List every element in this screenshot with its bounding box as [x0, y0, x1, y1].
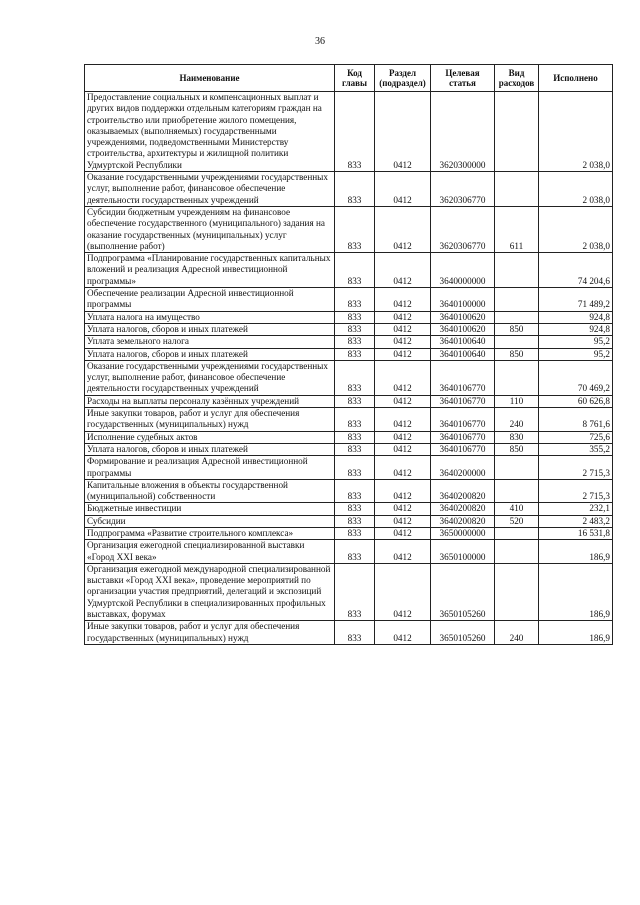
cell-section: 0412	[375, 540, 431, 564]
cell-section: 0412	[375, 503, 431, 515]
cell-target-article: 3640200820	[431, 479, 495, 503]
cell-expense-type	[495, 311, 539, 323]
cell-executed: 71 489,2	[539, 288, 613, 312]
cell-section: 0412	[375, 288, 431, 312]
cell-executed: 70 469,2	[539, 360, 613, 395]
cell-expense-type: 830	[495, 431, 539, 443]
cell-name: Предоставление социальных и компенсационных выплат и других видов поддержки отдельным категориям граждан на строительство или приобретение жилого помещения, оказываемых (выполняемых) государственными учреждениями, подведомственными Министерству строительства, архитектуры и жилищной политики Удмуртской Республики	[85, 92, 335, 172]
cell-chapter-code: 833	[335, 503, 375, 515]
table-row	[85, 408, 613, 432]
cell-chapter-code: 833	[335, 253, 375, 288]
cell-executed: 924,8	[539, 311, 613, 323]
table-row	[85, 479, 613, 503]
cell-section: 0412	[375, 395, 431, 407]
cell-name: Уплата налога на имущество	[85, 311, 335, 323]
cell-section: 0412	[375, 515, 431, 527]
cell-target-article: 3640100640	[431, 348, 495, 360]
table-row	[85, 540, 613, 564]
cell-name: Подпрограмма «Планирование государственных капитальных вложений и реализация Адресной инвестиционной программы»	[85, 253, 335, 288]
cell-name: Расходы на выплаты персоналу казённых учреждений	[85, 395, 335, 407]
cell-name: Субсидии	[85, 515, 335, 527]
cell-name: Подпрограмма «Развитие строительного комплекса»	[85, 527, 335, 539]
cell-executed: 924,8	[539, 323, 613, 335]
cell-executed: 8 761,6	[539, 408, 613, 432]
cell-executed: 2 038,0	[539, 92, 613, 172]
cell-chapter-code: 833	[335, 431, 375, 443]
cell-chapter-code: 833	[335, 443, 375, 455]
header-chapter-code: Код главы	[335, 65, 375, 92]
cell-name: Уплата земельного налога	[85, 336, 335, 348]
table-row	[85, 527, 613, 539]
cell-expense-type: 240	[495, 621, 539, 645]
cell-executed: 95,2	[539, 348, 613, 360]
cell-section: 0412	[375, 92, 431, 172]
cell-name: Уплата налогов, сборов и иных платежей	[85, 323, 335, 335]
cell-chapter-code: 833	[335, 479, 375, 503]
cell-name: Иные закупки товаров, работ и услуг для обеспечения государственных (муниципальных) нужд	[85, 621, 335, 645]
cell-name: Оказание государственными учреждениями государственных услуг, выполнение работ, финансовое обеспечение деятельности государственных учреждений	[85, 360, 335, 395]
table-row	[85, 348, 613, 360]
table-row	[85, 431, 613, 443]
cell-executed: 95,2	[539, 336, 613, 348]
cell-expense-type	[495, 172, 539, 207]
cell-target-article: 3640100640	[431, 336, 495, 348]
cell-section: 0412	[375, 563, 431, 620]
cell-target-article: 3640106770	[431, 443, 495, 455]
table-row	[85, 360, 613, 395]
cell-expense-type	[495, 253, 539, 288]
cell-expense-type	[495, 456, 539, 480]
cell-section: 0412	[375, 172, 431, 207]
cell-executed: 186,9	[539, 540, 613, 564]
cell-section: 0412	[375, 323, 431, 335]
cell-name: Обеспечение реализации Адресной инвестиционной программы	[85, 288, 335, 312]
cell-chapter-code: 833	[335, 311, 375, 323]
cell-chapter-code: 833	[335, 395, 375, 407]
cell-section: 0412	[375, 456, 431, 480]
table-row	[85, 503, 613, 515]
cell-chapter-code: 833	[335, 336, 375, 348]
cell-chapter-code: 833	[335, 288, 375, 312]
cell-chapter-code: 833	[335, 540, 375, 564]
cell-target-article: 3640106770	[431, 431, 495, 443]
cell-name: Субсидии бюджетным учреждениям на финансовое обеспечение государственного (муниципального) задания на оказание государственных (муниципальных) услуг (выполнение работ)	[85, 206, 335, 252]
header-section: Раздел (подраздел)	[375, 65, 431, 92]
cell-name: Формирование и реализация Адресной инвестиционной программы	[85, 456, 335, 480]
cell-target-article: 3640100620	[431, 323, 495, 335]
cell-executed: 2 483,2	[539, 515, 613, 527]
cell-executed: 725,6	[539, 431, 613, 443]
cell-section: 0412	[375, 360, 431, 395]
cell-target-article: 3620306770	[431, 172, 495, 207]
cell-chapter-code: 833	[335, 92, 375, 172]
cell-expense-type: 240	[495, 408, 539, 432]
cell-target-article: 3650105260	[431, 563, 495, 620]
cell-name: Иные закупки товаров, работ и услуг для обеспечения государственных (муниципальных) нужд	[85, 408, 335, 432]
cell-section: 0412	[375, 206, 431, 252]
cell-chapter-code: 833	[335, 172, 375, 207]
table-row	[85, 288, 613, 312]
cell-chapter-code: 833	[335, 360, 375, 395]
budget-table	[84, 64, 613, 645]
cell-section: 0412	[375, 336, 431, 348]
table-row	[85, 443, 613, 455]
cell-target-article: 3640200820	[431, 503, 495, 515]
cell-target-article: 3650000000	[431, 527, 495, 539]
cell-target-article: 3640000000	[431, 253, 495, 288]
cell-executed: 355,2	[539, 443, 613, 455]
cell-section: 0412	[375, 479, 431, 503]
table-row	[85, 336, 613, 348]
cell-section: 0412	[375, 443, 431, 455]
header-name: Наименование	[85, 65, 335, 92]
cell-expense-type	[495, 288, 539, 312]
table-row	[85, 456, 613, 480]
table-row	[85, 395, 613, 407]
cell-expense-type	[495, 92, 539, 172]
cell-name: Уплата налогов, сборов и иных платежей	[85, 348, 335, 360]
cell-chapter-code: 833	[335, 348, 375, 360]
cell-expense-type	[495, 336, 539, 348]
cell-expense-type: 110	[495, 395, 539, 407]
cell-expense-type	[495, 540, 539, 564]
cell-section: 0412	[375, 431, 431, 443]
table-row	[85, 172, 613, 207]
cell-target-article: 3640106770	[431, 395, 495, 407]
cell-executed: 2 038,0	[539, 172, 613, 207]
cell-section: 0412	[375, 348, 431, 360]
table-row	[85, 92, 613, 172]
cell-section: 0412	[375, 311, 431, 323]
cell-chapter-code: 833	[335, 456, 375, 480]
cell-expense-type: 850	[495, 443, 539, 455]
cell-chapter-code: 833	[335, 563, 375, 620]
cell-executed: 186,9	[539, 621, 613, 645]
header-target-article: Целевая статья	[431, 65, 495, 92]
cell-expense-type	[495, 563, 539, 620]
cell-executed: 232,1	[539, 503, 613, 515]
cell-expense-type: 611	[495, 206, 539, 252]
cell-chapter-code: 833	[335, 408, 375, 432]
table-row	[85, 253, 613, 288]
cell-chapter-code: 833	[335, 515, 375, 527]
cell-executed: 2 715,3	[539, 456, 613, 480]
table-body	[85, 92, 613, 645]
cell-expense-type: 850	[495, 348, 539, 360]
cell-target-article: 3640200820	[431, 515, 495, 527]
cell-executed: 2 715,3	[539, 479, 613, 503]
cell-section: 0412	[375, 527, 431, 539]
cell-chapter-code: 833	[335, 621, 375, 645]
cell-target-article: 3620306770	[431, 206, 495, 252]
header-expense-type: Вид расходов	[495, 65, 539, 92]
cell-expense-type	[495, 479, 539, 503]
table-row	[85, 311, 613, 323]
cell-section: 0412	[375, 408, 431, 432]
cell-executed: 60 626,8	[539, 395, 613, 407]
page-number: 36	[315, 36, 325, 47]
cell-chapter-code: 833	[335, 206, 375, 252]
cell-target-article: 3640106770	[431, 360, 495, 395]
header-executed: Исполнено	[539, 65, 613, 92]
cell-name: Оказание государственными учреждениями государственных услуг, выполнение работ, финансовое обеспечение деятельности государственных учреждений	[85, 172, 335, 207]
cell-expense-type: 850	[495, 323, 539, 335]
table-row	[85, 206, 613, 252]
cell-executed: 186,9	[539, 563, 613, 620]
table-row	[85, 563, 613, 620]
cell-target-article: 3620300000	[431, 92, 495, 172]
cell-name: Организация ежегодной международной специализированной выставки «Город XXI века», проведение мероприятий по организации участия предприятий, делегаций и экспозиций Удмуртской Республики в специализированных профильных выставках, форумах	[85, 563, 335, 620]
cell-expense-type	[495, 527, 539, 539]
cell-executed: 2 038,0	[539, 206, 613, 252]
cell-target-article: 3650105260	[431, 621, 495, 645]
table-row	[85, 515, 613, 527]
cell-target-article: 3650100000	[431, 540, 495, 564]
cell-name: Уплата налогов, сборов и иных платежей	[85, 443, 335, 455]
cell-section: 0412	[375, 621, 431, 645]
cell-expense-type: 520	[495, 515, 539, 527]
cell-name: Исполнение судебных актов	[85, 431, 335, 443]
cell-section: 0412	[375, 253, 431, 288]
cell-target-article: 3640106770	[431, 408, 495, 432]
cell-executed: 16 531,8	[539, 527, 613, 539]
cell-expense-type: 410	[495, 503, 539, 515]
cell-name: Бюджетные инвестиции	[85, 503, 335, 515]
table-row	[85, 323, 613, 335]
cell-name: Организация ежегодной специализированной выставки «Город XXI века»	[85, 540, 335, 564]
table-row	[85, 621, 613, 645]
cell-target-article: 3640100620	[431, 311, 495, 323]
cell-target-article: 3640100000	[431, 288, 495, 312]
cell-chapter-code: 833	[335, 527, 375, 539]
cell-executed: 74 204,6	[539, 253, 613, 288]
cell-expense-type	[495, 360, 539, 395]
cell-chapter-code: 833	[335, 323, 375, 335]
cell-name: Капитальные вложения в объекты государственной (муниципальной) собственности	[85, 479, 335, 503]
cell-target-article: 3640200000	[431, 456, 495, 480]
table-header-row	[85, 65, 613, 92]
